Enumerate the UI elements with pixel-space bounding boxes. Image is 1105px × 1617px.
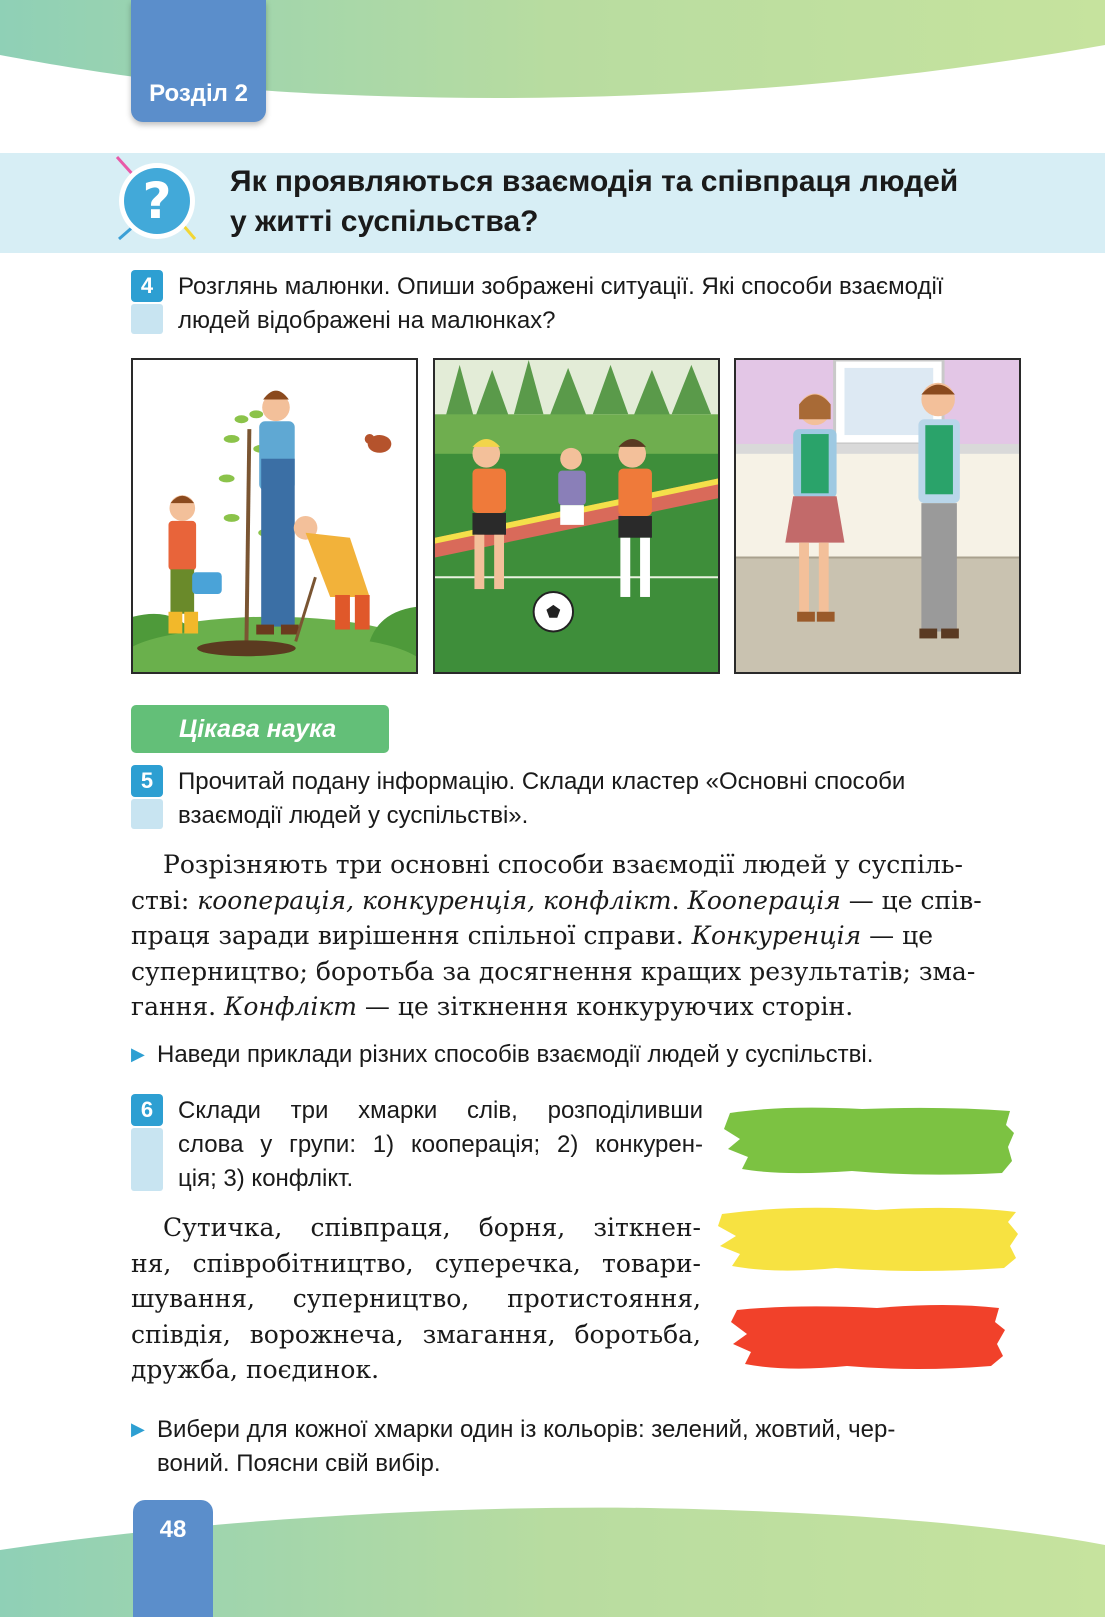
term-cooperation: Кооперація xyxy=(687,885,841,915)
info-line-4: суперництво; боротьба за досягнення кращих результатів; зма- xyxy=(131,956,976,986)
info-text: — це спів- xyxy=(840,885,982,915)
prompt-examples-text: Наведи приклади різних способів взаємодії людей у суспільстві. xyxy=(157,1041,874,1068)
task-number-6: 6 xyxy=(131,1094,163,1126)
question-title-line-2: у житті суспільства? xyxy=(230,205,539,238)
section-tab xyxy=(131,0,266,122)
words-line-5: дружба, поєдинок. xyxy=(131,1355,380,1384)
words-line-2: ня, співробітництво, суперечка, товари- xyxy=(131,1248,701,1278)
prompt-examples xyxy=(131,1037,1031,1072)
interesting-science-banner xyxy=(131,705,389,753)
arrow-right-icon: ▶ xyxy=(131,1044,145,1064)
info-text: — це xyxy=(861,921,933,950)
page-number: 48 xyxy=(159,1516,187,1543)
illustration-children-arguing xyxy=(734,358,1021,674)
question-mark-icon xyxy=(113,155,203,247)
task-6-line-3: ція; 3) конфлікт. xyxy=(178,1165,354,1192)
info-text: гання. xyxy=(131,992,224,1021)
info-term-list: кооперація, конкуренція, конфлікт xyxy=(197,885,672,915)
words-line-4: співдія, ворожнеча, змагання, боротьба, xyxy=(131,1319,701,1349)
task-marker-bar xyxy=(131,799,163,829)
task-marker-bar xyxy=(131,304,163,334)
term-competition: Конкуренція xyxy=(691,921,862,950)
prompt-choose-colors-line-2: воний. Поясни свій вибір. xyxy=(157,1450,441,1477)
question-title xyxy=(230,162,1050,242)
task-number-4: 4 xyxy=(131,270,163,302)
arrow-right-icon: ▶ xyxy=(131,1419,145,1439)
term-conflict: Конфлікт xyxy=(224,992,357,1021)
task-6-text xyxy=(178,1094,703,1196)
words-line-1: Сутичка, співпраця, борня, зіткнен- xyxy=(163,1213,701,1242)
illustration-playing-football xyxy=(433,358,720,674)
info-paragraph xyxy=(131,847,1021,1025)
red-brush-stroke xyxy=(727,1300,1007,1372)
info-text: — це зіткнення конкуруючих сторін. xyxy=(356,992,854,1021)
yellow-brush-stroke xyxy=(716,1202,1021,1274)
prompt-choose-colors xyxy=(131,1412,1031,1481)
task-4-text xyxy=(178,270,1028,338)
task-marker-bar xyxy=(131,1128,163,1191)
question-title-line-1: Як проявляються взаємодія та співпраця людей xyxy=(230,165,959,198)
info-text: праця заради вирішення спільної справи. xyxy=(131,921,692,950)
banner-label: Цікава наука xyxy=(179,714,337,743)
task-4-line-1: Розглянь малюнки. Опиши зображені ситуації. Які способи взаємодії xyxy=(178,273,944,300)
task-6-line-1: Склади три хмарки слів, розподіливши xyxy=(178,1097,703,1124)
illustration-planting-tree xyxy=(131,358,418,674)
info-line-3 xyxy=(131,918,1021,954)
page-number-tab xyxy=(133,1500,213,1617)
task-5-line-1: Прочитай подану інформацію. Склади кластер «Основні способи xyxy=(178,768,906,795)
words-paragraph xyxy=(131,1210,701,1388)
task-4-line-2: людей відображені на малюнках? xyxy=(178,307,556,334)
task-5-line-2: взаємодії людей у суспільстві». xyxy=(178,802,529,829)
prompt-choose-colors-line-1: Вибери для кожної хмарки один із кольорів: зелений, жовтий, чер- xyxy=(157,1416,896,1443)
task-5-text xyxy=(178,765,1028,833)
svg-text:?: ? xyxy=(142,172,172,230)
section-label: Розділ 2 xyxy=(149,80,248,107)
info-text: стві: xyxy=(131,885,198,915)
info-line-2 xyxy=(131,883,1021,919)
words-line-3: шування, суперництво, протистояння, xyxy=(131,1284,701,1313)
info-text: . xyxy=(671,885,688,915)
task-6-line-2: слова у групи: 1) кооперація; 2) конкурен- xyxy=(178,1131,703,1158)
task-number-5: 5 xyxy=(131,765,163,797)
green-brush-stroke xyxy=(722,1103,1017,1178)
info-line-1: Розрізняють три основні способи взаємодії людей у суспіль- xyxy=(163,850,963,879)
info-line-5 xyxy=(131,989,1021,1025)
